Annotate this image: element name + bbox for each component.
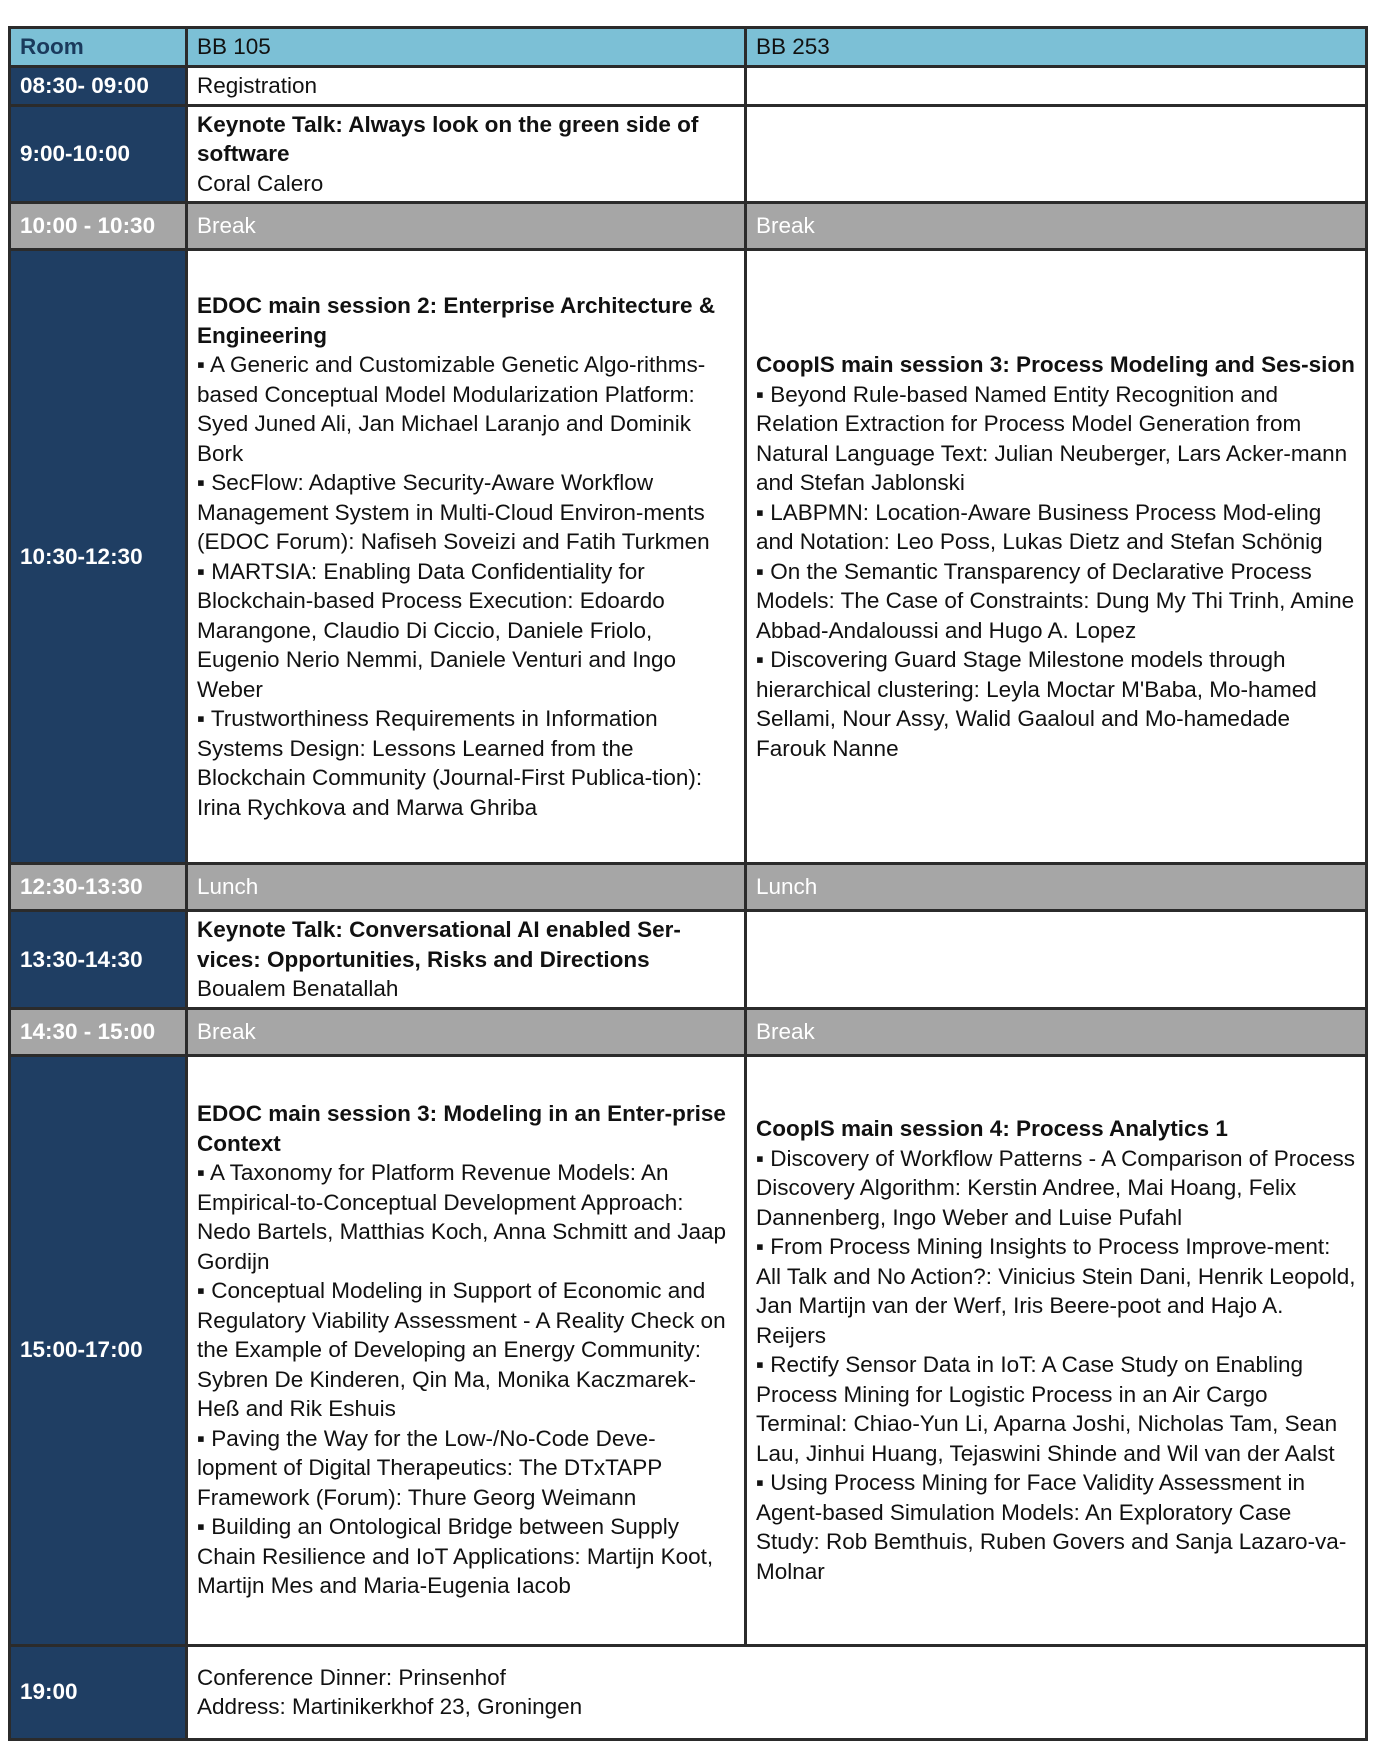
paper-item: ▪ Building an Ontological Bridge between Supply Chain Resilience and IoT Applications: Martijn Koot, Martijn Mes and Maria-Eugenia Iacob (197, 1514, 714, 1599)
dinner-title: Conference Dinner: Prinsenhof (197, 1664, 506, 1690)
paper-item: ▪ SecFlow: Adaptive Security-Aware Workflow Management System in Multi-Cloud Environ-ments (EDOC Forum): Nafiseh Soveizi and Fatih Turkmen (197, 470, 710, 554)
time-cell: 10:00 - 10:30 (10, 203, 187, 250)
paper-item: ▪ Using Process Mining for Face Validity Assessment in Agent-based Simulation Models: An Exploratory Case Study: Rob Bemthuis, Ruben Govers and Sanja Lazaro-va-Molnar (756, 1470, 1347, 1584)
session-row (10, 1055, 1367, 1645)
keynote-cell (187, 105, 746, 203)
break-cell: Break (746, 1008, 1367, 1055)
break-cell: Break (187, 203, 746, 250)
paper-item: ▪ Rectify Sensor Data in IoT: A Case Study on Enabling Process Mining for Logistic Process in an Air Cargo Terminal: Chiao-Yun Li, Aparna Joshi, Nicholas Tam, Sean Lau, Jinhui Huang, Tejaswini Shinde and Wil van der Aalst (756, 1352, 1338, 1466)
lunch-cell: Lunch (746, 864, 1367, 911)
session-title: CoopIS main session 3: Process Modeling and Ses-sion (756, 352, 1355, 377)
paper-item: ▪ Trustworthiness Requirements in Information Systems Design: Lessons Learned from the Blockchain Community (Journal-First Publica-tion): Irina Rychkova and Marwa Ghriba (197, 706, 703, 820)
paper-item: ▪ LABPMN: Location-Aware Business Process Mod-eling and Notation: Leo Poss, Lukas Dietz and Stefan Schönig (756, 499, 1323, 554)
empty-cell (746, 911, 1367, 1009)
session-cell (187, 250, 746, 864)
session-title: CoopIS main session 4: Process Analytics 1 (756, 1116, 1228, 1141)
paper-item: ▪ MARTSIA: Enabling Data Confidentiality for Blockchain-based Process Execution: Edoardo Marangone, Claudio Di Ciccio, Daniele Friolo, Eugenio Nerio Nemmi, Daniele Venturi and Ingo Weber (197, 558, 677, 702)
keynote-row (10, 105, 1367, 203)
time-cell: 10:30-12:30 (10, 250, 187, 864)
dinner-cell (187, 1645, 1367, 1739)
room-bb105-header: BB 105 (187, 28, 746, 67)
keynote-speaker: Boualem Benatallah (197, 976, 399, 1001)
keynote-row (10, 911, 1367, 1009)
paper-item: ▪ On the Semantic Transparency of Declarative Process Models: The Case of Constraints: Dung My Thi Trinh, Amine Abbad-Andaloussi and Hugo A. Lopez (756, 558, 1355, 643)
paper-item: ▪ Beyond Rule-based Named Entity Recognition and Relation Extraction for Process Model Generation from Natural Language Text: Julian Neuberger, Lars Acker-mann and Stefan Jablonski (756, 381, 1348, 495)
empty-cell (746, 105, 1367, 203)
empty-cell (746, 67, 1367, 106)
break-row (10, 1008, 1367, 1055)
keynote-speaker: Coral Calero (197, 170, 324, 196)
dinner-row (10, 1645, 1367, 1739)
room-bb253-header: BB 253 (746, 28, 1367, 67)
room-header: Room (10, 28, 187, 67)
break-cell: Break (746, 203, 1367, 250)
session-cell (187, 1055, 746, 1645)
time-cell: 9:00-10:00 (10, 105, 187, 203)
keynote-cell (187, 911, 746, 1009)
paper-item: ▪ Paving the Way for the Low-/No-Code Deve-lopment of Digital Therapeutics: The DTxTAPP Framework (Forum): Thure Georg Weimann (197, 1425, 662, 1510)
session-cell (746, 250, 1367, 864)
paper-item: ▪ Discovery of Workflow Patterns - A Comparison of Process Discovery Algorithm: Kerstin Andree, Mai Hoang, Felix Dannenberg, Ingo Weber and Luise Pufahl (756, 1145, 1356, 1230)
paper-item: ▪ Discovering Guard Stage Milestone models through hierarchical clustering: Leyla Moctar M'Baba, Mo-hamed Sellami, Nour Assy, Walid Gaaloul and Mo-hamedade Farouk Nanne (756, 647, 1317, 761)
header-row (10, 28, 1367, 67)
lunch-cell: Lunch (187, 864, 746, 911)
paper-item: ▪ Conceptual Modeling in Support of Economic and Regulatory Viability Assessment - A Reality Check on the Example of Developing an Energy Community: Sybren De Kinderen, Qin Ma, Monika Kaczmarek-Heß and Rik Eshuis (197, 1278, 726, 1422)
dinner-address: Address: Martinikerkhof 23, Groningen (197, 1694, 583, 1719)
time-cell: 12:30-13:30 (10, 864, 187, 911)
time-cell: 19:00 (10, 1645, 187, 1739)
session-row (10, 250, 1367, 864)
lunch-row (10, 864, 1367, 911)
keynote-title: Keynote Talk: Conversational AI enabled Ser-vices: Opportunities, Risks and Directions (197, 917, 681, 972)
session-title: EDOC main session 3: Modeling in an Enter-prise Context (197, 1101, 726, 1156)
break-cell: Break (187, 1008, 746, 1055)
registration-row (10, 67, 1367, 106)
schedule-table (8, 26, 1368, 1741)
break-row (10, 203, 1367, 250)
paper-item: ▪ From Process Mining Insights to Process Improve-ment: All Talk and No Action?: Vinicius Stein Dani, Henrik Leopold, Jan Martijn van der Werf, Iris Beere-poot and Hajo A. Reijers (756, 1234, 1356, 1348)
paper-item: ▪ A Generic and Customizable Genetic Algo-rithms-based Conceptual Model Modularization Platform: Syed Juned Ali, Jan Michael Laranjo and Dominik Bork (197, 352, 706, 466)
session-cell (746, 1055, 1367, 1645)
paper-item: ▪ A Taxonomy for Platform Revenue Models: An Empirical-to-Conceptual Development Approach: Nedo Bartels, Matthias Koch, Anna Schmitt and Jaap Gordijn (197, 1160, 727, 1274)
keynote-title: Keynote Talk: Always look on the green side of software (197, 111, 699, 166)
time-cell: 15:00-17:00 (10, 1055, 187, 1645)
session-title: EDOC main session 2: Enterprise Architecture & Engineering (197, 293, 716, 348)
time-cell: 13:30-14:30 (10, 911, 187, 1009)
time-cell: 08:30- 09:00 (10, 67, 187, 106)
time-cell: 14:30 - 15:00 (10, 1008, 187, 1055)
registration-cell: Registration (187, 67, 746, 106)
